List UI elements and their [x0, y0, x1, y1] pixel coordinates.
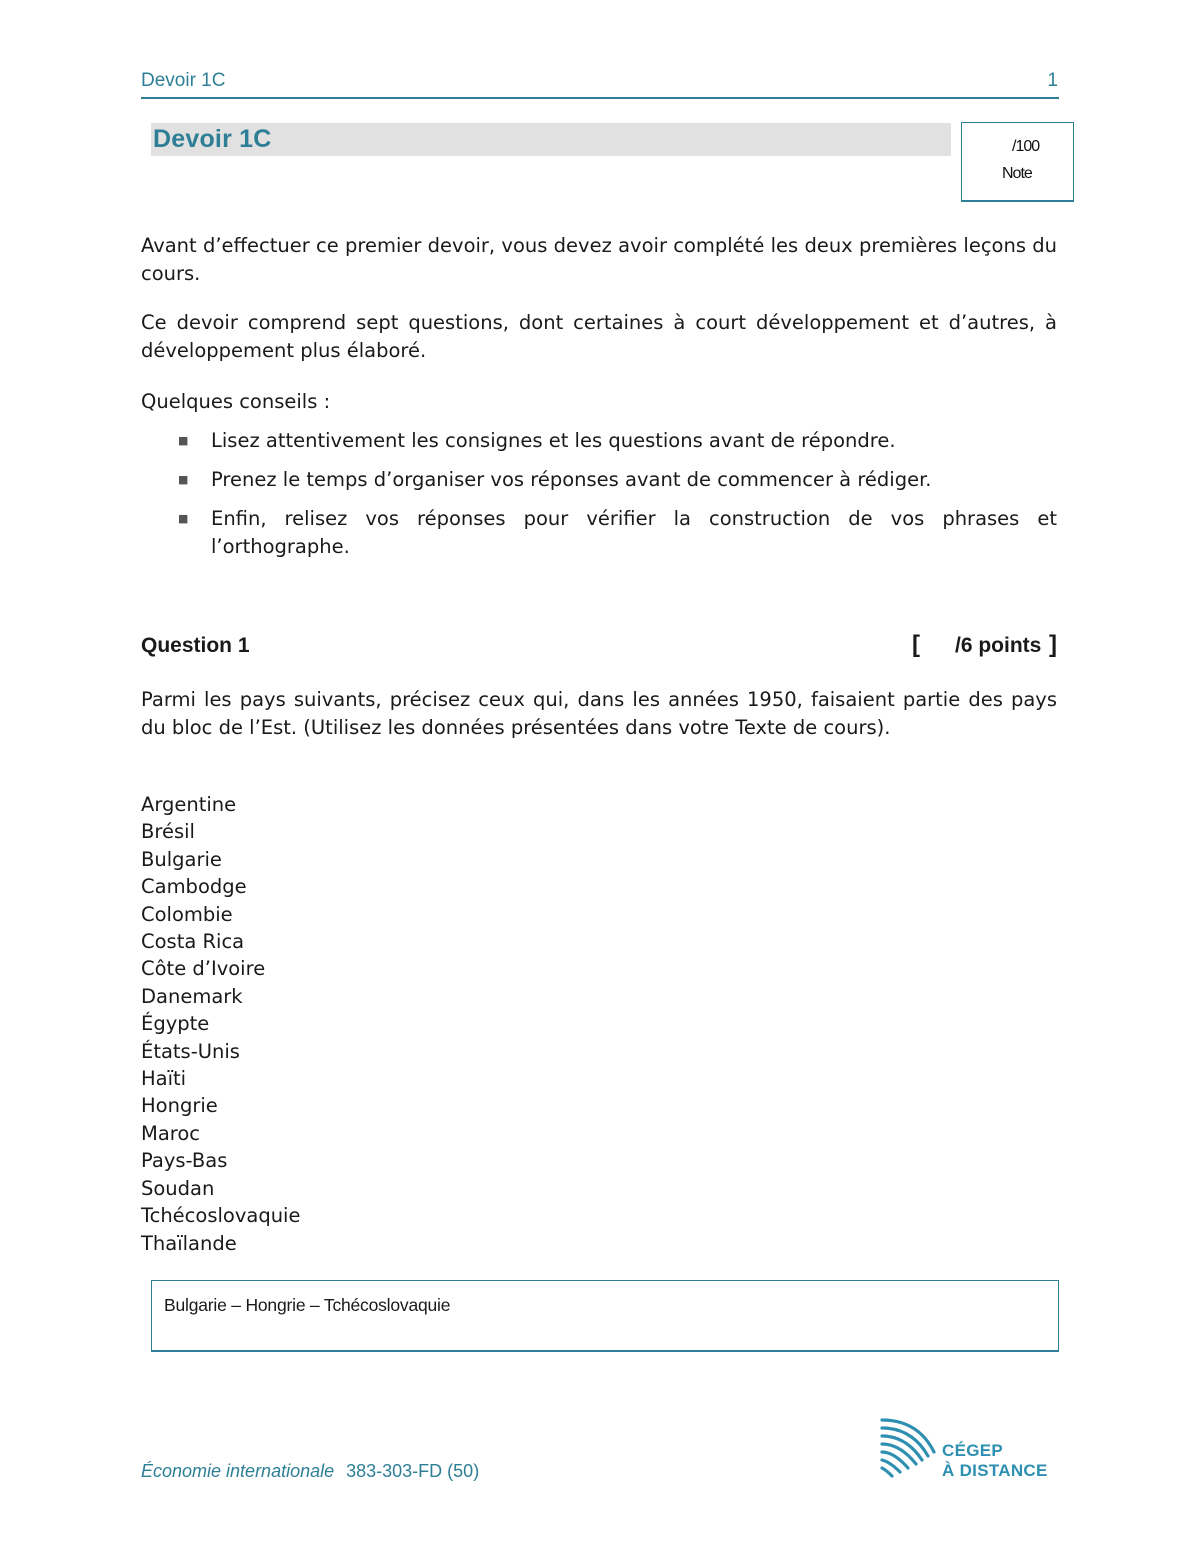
country-item: Soudan [141, 1176, 215, 1200]
country-item: Hongrie [141, 1094, 218, 1118]
country-item: Argentine [141, 793, 237, 816]
country-item: Bulgarie [141, 847, 222, 871]
header-divider [141, 97, 1059, 99]
question-points: /6 points [955, 634, 1042, 657]
country-item: Brésil [141, 820, 195, 844]
grade-score: /100 [1012, 138, 1040, 155]
logo-text-line2: À DISTANCE [942, 1461, 1048, 1480]
tip-item: Prenez le temps d’organiser vos réponses avant de commencer à rédiger. [211, 468, 932, 491]
footer-code: 383-303-FD (50) [346, 1461, 480, 1481]
square-bullet-icon: ■ [178, 434, 189, 447]
page-number: 1 [1047, 70, 1058, 91]
question-title: Question 1 [141, 634, 250, 657]
country-item: Côte d’Ivoire [141, 957, 266, 981]
answer-field[interactable] [151, 1280, 1059, 1352]
question-text: Parmi les pays suivants, précisez ceux qui, dans les années 1950, faisaient partie des pays du bloc de l’Est. (Utilisez les données présentées dans votre Texte de cours). [141, 688, 1057, 739]
country-item: Maroc [141, 1121, 201, 1145]
points-bracket-close: ] [1049, 631, 1057, 658]
footer [141, 1461, 479, 1482]
intro-paragraph: Avant d’effectuer ce premier devoir, vous devez avoir complété les deux premières leçons du cours. [141, 234, 1057, 285]
logo-text-line1: CÉGEP [942, 1441, 1004, 1460]
document-title: Devoir 1C [153, 125, 272, 153]
running-header-title: Devoir 1C [141, 70, 226, 91]
square-bullet-icon: ■ [178, 473, 189, 486]
intro-paragraph: Ce devoir comprend sept questions, dont certaines à court développement et d’autres, à développement plus élaboré. [141, 311, 1057, 362]
cegep-logo-icon [878, 1412, 938, 1482]
country-item: Thaïlande [141, 1231, 237, 1255]
country-item: Égypte [141, 1012, 210, 1036]
tip-item: Enfin, relisez vos réponses pour vérifier la construction de vos phrases et l’orthographe. [211, 507, 1057, 558]
points-bracket-open: [ [912, 631, 920, 658]
grade-label: Note [1002, 165, 1032, 182]
country-item: Colombie [141, 902, 233, 926]
country-item: Pays-Bas [141, 1149, 228, 1173]
country-item: Haïti [141, 1067, 187, 1091]
answer-text[interactable]: Bulgarie – Hongrie – Tchécoslovaquie [164, 1295, 451, 1315]
country-item: Costa Rica [141, 930, 245, 954]
grade-box [961, 122, 1074, 202]
footer-course: Économie internationale [141, 1461, 335, 1481]
tip-item: Lisez attentivement les consignes et les questions avant de répondre. [211, 429, 896, 452]
tips-label: Quelques conseils : [141, 390, 331, 413]
square-bullet-icon: ■ [178, 512, 189, 525]
country-item: Cambodge [141, 875, 247, 899]
country-item: États-Unis [141, 1039, 240, 1063]
country-item: Tchécoslovaquie [141, 1204, 301, 1228]
country-list [141, 791, 300, 1257]
country-item: Danemark [141, 984, 243, 1008]
